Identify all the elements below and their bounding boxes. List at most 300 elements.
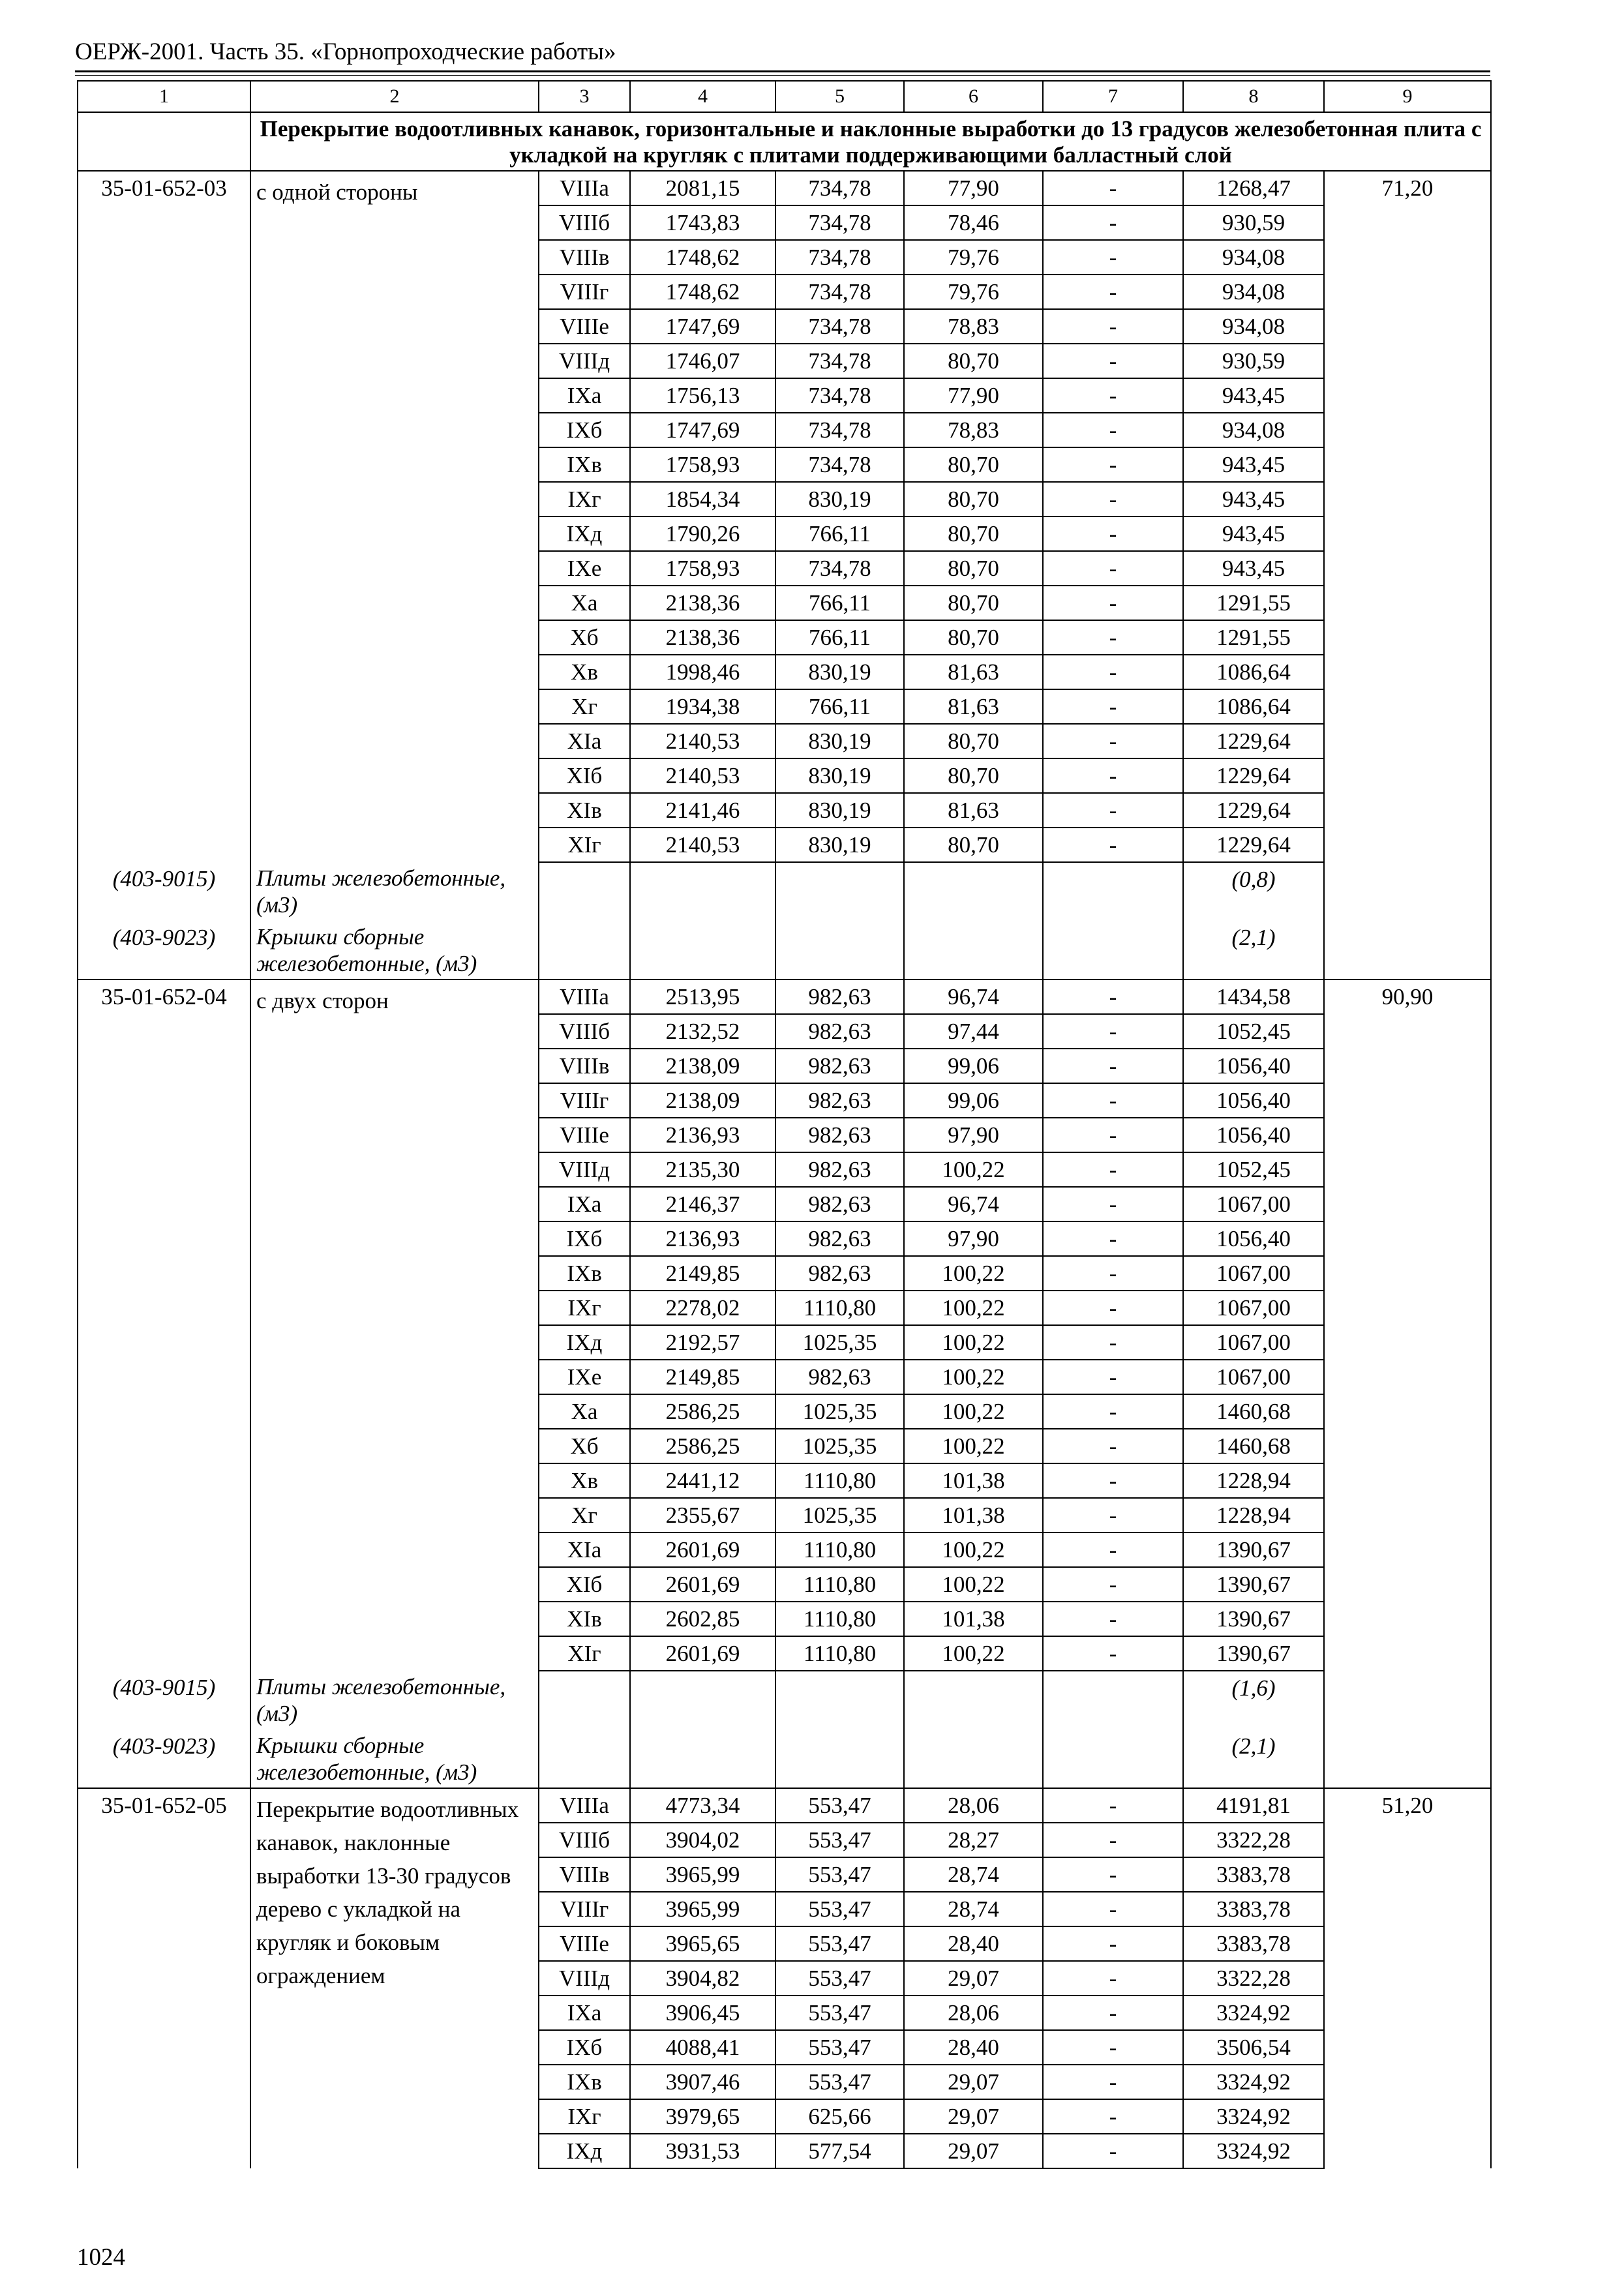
cell-col8: 3324,92 bbox=[1183, 2134, 1324, 2168]
cell-col5: 734,78 bbox=[775, 171, 904, 205]
cell-col8: 930,59 bbox=[1183, 205, 1324, 240]
cell-col8: 3322,28 bbox=[1183, 1823, 1324, 1857]
cell-col3: IXа bbox=[539, 378, 630, 413]
cell-col4: 2355,67 bbox=[630, 1498, 775, 1533]
cell-col8: 1067,00 bbox=[1183, 1360, 1324, 1394]
section-title-row bbox=[78, 112, 1491, 171]
cell-col6: 80,70 bbox=[904, 724, 1043, 758]
cell-col8: 934,08 bbox=[1183, 240, 1324, 275]
cell-col6: 80,70 bbox=[904, 551, 1043, 586]
cell-col6: 28,06 bbox=[904, 1788, 1043, 1823]
cell-col5: 734,78 bbox=[775, 378, 904, 413]
cell-col8: 1086,64 bbox=[1183, 689, 1324, 724]
empty-cell bbox=[630, 862, 775, 921]
cell-col7: - bbox=[1043, 1961, 1183, 1996]
cell-col4: 2141,46 bbox=[630, 793, 775, 828]
cell-col5: 982,63 bbox=[775, 1118, 904, 1152]
cell-col4: 2602,85 bbox=[630, 1602, 775, 1636]
cell-col5: 553,47 bbox=[775, 1892, 904, 1926]
cell-col4: 3965,99 bbox=[630, 1892, 775, 1926]
cell-col5: 1110,80 bbox=[775, 1636, 904, 1671]
cell-col3: IXв bbox=[539, 2065, 630, 2099]
cell-col3: XIв bbox=[539, 793, 630, 828]
cell-col7: - bbox=[1043, 1788, 1183, 1823]
cell-col8: 1067,00 bbox=[1183, 1325, 1324, 1360]
cell-col5: 1110,80 bbox=[775, 1291, 904, 1325]
cell-col3: IXе bbox=[539, 551, 630, 586]
cell-col6: 100,22 bbox=[904, 1394, 1043, 1429]
cell-col8: 1229,64 bbox=[1183, 724, 1324, 758]
cell-col8: 1067,00 bbox=[1183, 1187, 1324, 1221]
cell-col4: 3904,02 bbox=[630, 1823, 775, 1857]
cell-col5: 1110,80 bbox=[775, 1463, 904, 1498]
cell-col3: IXд bbox=[539, 2134, 630, 2168]
cell-col5: 553,47 bbox=[775, 1926, 904, 1961]
cell-col5: 553,47 bbox=[775, 1788, 904, 1823]
empty-cell bbox=[630, 921, 775, 980]
cell-col6: 28,74 bbox=[904, 1857, 1043, 1892]
cell-col7: - bbox=[1043, 1360, 1183, 1394]
cell-col8: 1291,55 bbox=[1183, 586, 1324, 620]
cell-col3: IXе bbox=[539, 1360, 630, 1394]
cell-col4: 2513,95 bbox=[630, 980, 775, 1014]
cell-col8: 1229,64 bbox=[1183, 828, 1324, 862]
cell-col4: 2601,69 bbox=[630, 1567, 775, 1602]
cell-col7: - bbox=[1043, 724, 1183, 758]
cell-col8: 1390,67 bbox=[1183, 1636, 1324, 1671]
cell-col3: IXв bbox=[539, 1256, 630, 1291]
cell-col3: IXд bbox=[539, 516, 630, 551]
cell-col5: 553,47 bbox=[775, 2030, 904, 2065]
cell-col8: 943,45 bbox=[1183, 378, 1324, 413]
material-code: (403-9023) bbox=[78, 921, 250, 980]
cell-col6: 101,38 bbox=[904, 1498, 1043, 1533]
cell-col7: - bbox=[1043, 1325, 1183, 1360]
cell-col3: IXг bbox=[539, 2099, 630, 2134]
cell-col6: 96,74 bbox=[904, 1187, 1043, 1221]
cell-col3: Xг bbox=[539, 689, 630, 724]
cell-col3: IXг bbox=[539, 482, 630, 516]
cell-col3: Xб bbox=[539, 620, 630, 655]
cell-col7: - bbox=[1043, 275, 1183, 309]
cell-col7: - bbox=[1043, 516, 1183, 551]
cell-col5: 1110,80 bbox=[775, 1602, 904, 1636]
column-number: 2 bbox=[250, 81, 539, 112]
cell-col6: 81,63 bbox=[904, 793, 1043, 828]
cell-col4: 2138,36 bbox=[630, 620, 775, 655]
cell-col7: - bbox=[1043, 2065, 1183, 2099]
cell-col4: 3904,82 bbox=[630, 1961, 775, 1996]
cell-col8: 1052,45 bbox=[1183, 1014, 1324, 1049]
cell-col5: 830,19 bbox=[775, 828, 904, 862]
cell-col7: - bbox=[1043, 1892, 1183, 1926]
cell-col3: Xв bbox=[539, 1463, 630, 1498]
cell-col5: 982,63 bbox=[775, 1221, 904, 1256]
cell-col4: 2132,52 bbox=[630, 1014, 775, 1049]
cell-col3: Xв bbox=[539, 655, 630, 689]
column-number: 4 bbox=[630, 81, 775, 112]
cell-col6: 99,06 bbox=[904, 1083, 1043, 1118]
cell-col7: - bbox=[1043, 2134, 1183, 2168]
cell-col6: 79,76 bbox=[904, 240, 1043, 275]
empty-cell bbox=[904, 921, 1043, 980]
cell-col7: - bbox=[1043, 758, 1183, 793]
cell-col7: - bbox=[1043, 1498, 1183, 1533]
cell-col8: 3324,92 bbox=[1183, 2099, 1324, 2134]
cell-col7: - bbox=[1043, 2030, 1183, 2065]
cell-col3: VIIIб bbox=[539, 205, 630, 240]
material-code: (403-9023) bbox=[78, 1729, 250, 1788]
cell-col5: 734,78 bbox=[775, 275, 904, 309]
cell-col4: 4773,34 bbox=[630, 1788, 775, 1823]
cell-col6: 29,07 bbox=[904, 2065, 1043, 2099]
cell-col4: 2138,09 bbox=[630, 1083, 775, 1118]
table-row bbox=[78, 171, 1491, 205]
cell-col4: 1758,93 bbox=[630, 447, 775, 482]
cell-col7: - bbox=[1043, 171, 1183, 205]
cell-col4: 2149,85 bbox=[630, 1360, 775, 1394]
cell-col6: 80,70 bbox=[904, 344, 1043, 378]
cell-col5: 982,63 bbox=[775, 1360, 904, 1394]
cell-col8: 1390,67 bbox=[1183, 1602, 1324, 1636]
cell-col7: - bbox=[1043, 1429, 1183, 1463]
cell-col6: 80,70 bbox=[904, 516, 1043, 551]
cell-col7: - bbox=[1043, 1602, 1183, 1636]
table-row bbox=[78, 1788, 1491, 1823]
cell-col3: VIIIа bbox=[539, 980, 630, 1014]
cell-col4: 1934,38 bbox=[630, 689, 775, 724]
cell-col7: - bbox=[1043, 1014, 1183, 1049]
cell-col7: - bbox=[1043, 828, 1183, 862]
cell-col6: 28,40 bbox=[904, 2030, 1043, 2065]
cell-col5: 553,47 bbox=[775, 1823, 904, 1857]
material-quantity: (2,1) bbox=[1183, 921, 1324, 980]
cell-col5: 1110,80 bbox=[775, 1533, 904, 1567]
section-title: Перекрытие водоотливных канавок, горизонтальные и наклонные выработки до 13 градусов железобетонная плита с укладкой на кругляк с плитами поддерживающими балластный слой bbox=[250, 112, 1491, 171]
cell-col5: 982,63 bbox=[775, 980, 904, 1014]
cell-col6: 100,22 bbox=[904, 1533, 1043, 1567]
cell-col8: 1434,58 bbox=[1183, 980, 1324, 1014]
page-number: 1024 bbox=[77, 2244, 125, 2271]
cell-col4: 2140,53 bbox=[630, 724, 775, 758]
table-row bbox=[78, 980, 1491, 1014]
cell-col5: 1025,35 bbox=[775, 1429, 904, 1463]
document-title: ОЕРЖ-2001. Часть 35. «Горнопроходческие работы» bbox=[75, 38, 616, 65]
cell-col3: IXв bbox=[539, 447, 630, 482]
cell-col7: - bbox=[1043, 1857, 1183, 1892]
cell-col5: 830,19 bbox=[775, 758, 904, 793]
cell-col6: 80,70 bbox=[904, 828, 1043, 862]
cell-col7: - bbox=[1043, 1256, 1183, 1291]
cell-col4: 1758,93 bbox=[630, 551, 775, 586]
material-names bbox=[256, 861, 533, 979]
cell-col5: 766,11 bbox=[775, 689, 904, 724]
cell-col3: VIIIб bbox=[539, 1014, 630, 1049]
empty-cell bbox=[630, 1729, 775, 1788]
cell-col8: 930,59 bbox=[1183, 344, 1324, 378]
cell-col7: - bbox=[1043, 1394, 1183, 1429]
cell-col4: 2441,12 bbox=[630, 1463, 775, 1498]
cell-col5: 1110,80 bbox=[775, 1567, 904, 1602]
cell-col5: 553,47 bbox=[775, 2065, 904, 2099]
cell-col6: 80,70 bbox=[904, 758, 1043, 793]
cell-col3: Xб bbox=[539, 1429, 630, 1463]
cell-col4: 2136,93 bbox=[630, 1221, 775, 1256]
column-number: 1 bbox=[78, 81, 250, 112]
cell-col4: 3979,65 bbox=[630, 2099, 775, 2134]
empty-cell bbox=[630, 1671, 775, 1729]
empty-cell bbox=[904, 1729, 1043, 1788]
cell-col8: 943,45 bbox=[1183, 482, 1324, 516]
cell-col4: 2140,53 bbox=[630, 828, 775, 862]
empty-cell bbox=[539, 1729, 630, 1788]
cell-col5: 734,78 bbox=[775, 344, 904, 378]
cell-col8: 1228,94 bbox=[1183, 1463, 1324, 1498]
cell-col7: - bbox=[1043, 1567, 1183, 1602]
empty-cell bbox=[1043, 921, 1183, 980]
cell-col7: - bbox=[1043, 1463, 1183, 1498]
cell-col3: VIIIе bbox=[539, 1926, 630, 1961]
cell-col6: 80,70 bbox=[904, 447, 1043, 482]
cell-col7: - bbox=[1043, 1636, 1183, 1671]
cell-col8: 1056,40 bbox=[1183, 1049, 1324, 1083]
cell-col6: 97,90 bbox=[904, 1221, 1043, 1256]
cell-col8: 1067,00 bbox=[1183, 1256, 1324, 1291]
section-title-spacer bbox=[78, 112, 250, 171]
cell-col6: 78,83 bbox=[904, 309, 1043, 344]
cell-col5: 734,78 bbox=[775, 447, 904, 482]
cell-col3: XIв bbox=[539, 1602, 630, 1636]
cell-col8: 934,08 bbox=[1183, 309, 1324, 344]
column-number: 6 bbox=[904, 81, 1043, 112]
cell-col6: 101,38 bbox=[904, 1463, 1043, 1498]
cell-col8: 1056,40 bbox=[1183, 1083, 1324, 1118]
cell-col8: 943,45 bbox=[1183, 516, 1324, 551]
cell-col3: VIIIд bbox=[539, 1152, 630, 1187]
cell-col5: 553,47 bbox=[775, 1857, 904, 1892]
empty-cell bbox=[904, 862, 1043, 921]
rate-code: 35-01-652-04 bbox=[78, 980, 250, 1671]
empty-cell bbox=[539, 1671, 630, 1729]
cell-col3: VIIIа bbox=[539, 1788, 630, 1823]
empty-cell bbox=[775, 1671, 904, 1729]
cell-col3: VIIIв bbox=[539, 1049, 630, 1083]
cell-col5: 577,54 bbox=[775, 2134, 904, 2168]
cell-col7: - bbox=[1043, 1152, 1183, 1187]
cell-col4: 1743,83 bbox=[630, 205, 775, 240]
cell-col8: 1229,64 bbox=[1183, 758, 1324, 793]
header-rule-thin bbox=[75, 75, 1490, 76]
cell-col5: 766,11 bbox=[775, 586, 904, 620]
cell-col6: 81,63 bbox=[904, 655, 1043, 689]
cell-col4: 4088,41 bbox=[630, 2030, 775, 2065]
cell-col4: 2138,09 bbox=[630, 1049, 775, 1083]
material-name: Крышки сборные железобетонные, (м3) bbox=[256, 1733, 477, 1785]
cell-col6: 100,22 bbox=[904, 1325, 1043, 1360]
material-name: Крышки сборные железобетонные, (м3) bbox=[256, 924, 477, 976]
cell-col3: Xг bbox=[539, 1498, 630, 1533]
empty-cell bbox=[1043, 1671, 1183, 1729]
cell-col8: 3383,78 bbox=[1183, 1892, 1324, 1926]
cell-col5: 830,19 bbox=[775, 724, 904, 758]
cell-col4: 3906,45 bbox=[630, 1996, 775, 2030]
page-header bbox=[75, 38, 1490, 76]
cell-col5: 766,11 bbox=[775, 620, 904, 655]
cell-col6: 28,06 bbox=[904, 1996, 1043, 2030]
cell-col5: 734,78 bbox=[775, 309, 904, 344]
cell-col3: VIIIа bbox=[539, 171, 630, 205]
cell-col6: 78,83 bbox=[904, 413, 1043, 447]
cell-col7: - bbox=[1043, 655, 1183, 689]
cell-col7: - bbox=[1043, 413, 1183, 447]
cell-col8: 1291,55 bbox=[1183, 620, 1324, 655]
cell-col8: 943,45 bbox=[1183, 551, 1324, 586]
cell-col7: - bbox=[1043, 1049, 1183, 1083]
cell-col4: 1756,13 bbox=[630, 378, 775, 413]
cell-col8: 1229,64 bbox=[1183, 793, 1324, 828]
cell-col7: - bbox=[1043, 1996, 1183, 2030]
cell-col6: 97,44 bbox=[904, 1014, 1043, 1049]
cell-col5: 830,19 bbox=[775, 793, 904, 828]
empty-cell bbox=[539, 921, 630, 980]
cell-col7: - bbox=[1043, 1118, 1183, 1152]
cell-col3: VIIIд bbox=[539, 344, 630, 378]
cell-col3: XIг bbox=[539, 1636, 630, 1671]
cell-col5: 553,47 bbox=[775, 1996, 904, 2030]
rate-code: 35-01-652-05 bbox=[78, 1788, 250, 2168]
cell-col4: 3965,99 bbox=[630, 1857, 775, 1892]
cell-col8: 1228,94 bbox=[1183, 1498, 1324, 1533]
cell-col7: - bbox=[1043, 309, 1183, 344]
cell-col3: VIIIб bbox=[539, 1823, 630, 1857]
cell-col8: 1086,64 bbox=[1183, 655, 1324, 689]
cell-col3: XIб bbox=[539, 758, 630, 793]
empty-cell bbox=[1043, 1729, 1183, 1788]
labor-cost: 90,90 bbox=[1324, 980, 1491, 1788]
cell-col8: 1390,67 bbox=[1183, 1533, 1324, 1567]
cell-col6: 28,40 bbox=[904, 1926, 1043, 1961]
cell-col5: 1025,35 bbox=[775, 1325, 904, 1360]
cell-col6: 80,70 bbox=[904, 620, 1043, 655]
cell-col3: XIа bbox=[539, 724, 630, 758]
empty-cell bbox=[904, 1671, 1043, 1729]
cell-col4: 2149,85 bbox=[630, 1256, 775, 1291]
cell-col6: 100,22 bbox=[904, 1291, 1043, 1325]
cell-col7: - bbox=[1043, 1291, 1183, 1325]
material-name: Плиты железобетонные, (м3) bbox=[256, 865, 506, 918]
cell-col5: 830,19 bbox=[775, 482, 904, 516]
cell-col8: 4191,81 bbox=[1183, 1788, 1324, 1823]
cell-col7: - bbox=[1043, 1533, 1183, 1567]
cell-col4: 1747,69 bbox=[630, 413, 775, 447]
cell-col6: 101,38 bbox=[904, 1602, 1043, 1636]
empty-cell bbox=[1043, 862, 1183, 921]
cell-col4: 1748,62 bbox=[630, 240, 775, 275]
cell-col4: 1746,07 bbox=[630, 344, 775, 378]
cell-col7: - bbox=[1043, 1221, 1183, 1256]
work-description: с одной стороны Плиты железобетонные, (м3) Крышки сборные железобетонные, (м3) bbox=[250, 171, 539, 980]
cell-col3: IXб bbox=[539, 1221, 630, 1256]
cell-col5: 766,11 bbox=[775, 516, 904, 551]
cell-col8: 934,08 bbox=[1183, 413, 1324, 447]
labor-cost: 51,20 bbox=[1324, 1788, 1491, 2168]
cell-col5: 982,63 bbox=[775, 1187, 904, 1221]
empty-cell bbox=[539, 862, 630, 921]
cell-col3: IXа bbox=[539, 1996, 630, 2030]
cell-col6: 77,90 bbox=[904, 171, 1043, 205]
cell-col3: VIIIг bbox=[539, 1083, 630, 1118]
cell-col8: 943,45 bbox=[1183, 447, 1324, 482]
cell-col8: 3506,54 bbox=[1183, 2030, 1324, 2065]
cell-col8: 1268,47 bbox=[1183, 171, 1324, 205]
cell-col3: VIIIе bbox=[539, 1118, 630, 1152]
cell-col6: 97,90 bbox=[904, 1118, 1043, 1152]
cell-col5: 982,63 bbox=[775, 1256, 904, 1291]
cell-col5: 734,78 bbox=[775, 240, 904, 275]
cell-col4: 2601,69 bbox=[630, 1636, 775, 1671]
cell-col3: XIб bbox=[539, 1567, 630, 1602]
material-code: (403-9015) bbox=[78, 1671, 250, 1729]
cell-col5: 982,63 bbox=[775, 1083, 904, 1118]
cell-col6: 29,07 bbox=[904, 1961, 1043, 1996]
cell-col7: - bbox=[1043, 344, 1183, 378]
cell-col6: 28,27 bbox=[904, 1823, 1043, 1857]
cell-col7: - bbox=[1043, 1823, 1183, 1857]
cell-col6: 100,22 bbox=[904, 1429, 1043, 1463]
cell-col7: - bbox=[1043, 793, 1183, 828]
cell-col4: 1998,46 bbox=[630, 655, 775, 689]
cell-col7: - bbox=[1043, 1083, 1183, 1118]
cell-col6: 80,70 bbox=[904, 586, 1043, 620]
cell-col8: 1056,40 bbox=[1183, 1118, 1324, 1152]
cell-col4: 1748,62 bbox=[630, 275, 775, 309]
material-quantity: (2,1) bbox=[1183, 1729, 1324, 1788]
column-number: 3 bbox=[539, 81, 630, 112]
empty-cell bbox=[775, 1729, 904, 1788]
cell-col7: - bbox=[1043, 240, 1183, 275]
cell-col8: 3324,92 bbox=[1183, 2065, 1324, 2099]
work-description: Перекрытие водоотливных канавок, наклонные выработки 13-30 градусов дерево с укладкой на кругляк и боковым ограждением bbox=[250, 1788, 539, 2168]
cell-col6: 100,22 bbox=[904, 1360, 1043, 1394]
cell-col6: 80,70 bbox=[904, 482, 1043, 516]
cell-col8: 1390,67 bbox=[1183, 1567, 1324, 1602]
cell-col8: 1067,00 bbox=[1183, 1291, 1324, 1325]
cell-col4: 2586,25 bbox=[630, 1394, 775, 1429]
cell-col8: 1052,45 bbox=[1183, 1152, 1324, 1187]
cell-col7: - bbox=[1043, 1926, 1183, 1961]
cell-col3: VIIIг bbox=[539, 275, 630, 309]
cell-col7: - bbox=[1043, 980, 1183, 1014]
cell-col5: 982,63 bbox=[775, 1152, 904, 1187]
column-number-row bbox=[78, 81, 1491, 112]
cell-col6: 99,06 bbox=[904, 1049, 1043, 1083]
material-names bbox=[256, 1670, 533, 1788]
cell-col4: 2081,15 bbox=[630, 171, 775, 205]
column-number: 7 bbox=[1043, 81, 1183, 112]
cell-col6: 29,07 bbox=[904, 2134, 1043, 2168]
column-number: 9 bbox=[1324, 81, 1491, 112]
cell-col8: 3322,28 bbox=[1183, 1961, 1324, 1996]
cell-col5: 1025,35 bbox=[775, 1498, 904, 1533]
cell-col6: 28,74 bbox=[904, 1892, 1043, 1926]
cell-col6: 79,76 bbox=[904, 275, 1043, 309]
cell-col4: 2138,36 bbox=[630, 586, 775, 620]
header-rule bbox=[75, 70, 1490, 72]
cell-col5: 734,78 bbox=[775, 205, 904, 240]
cell-col6: 100,22 bbox=[904, 1636, 1043, 1671]
rate-code: 35-01-652-03 bbox=[78, 171, 250, 862]
cell-col3: VIIIд bbox=[539, 1961, 630, 1996]
